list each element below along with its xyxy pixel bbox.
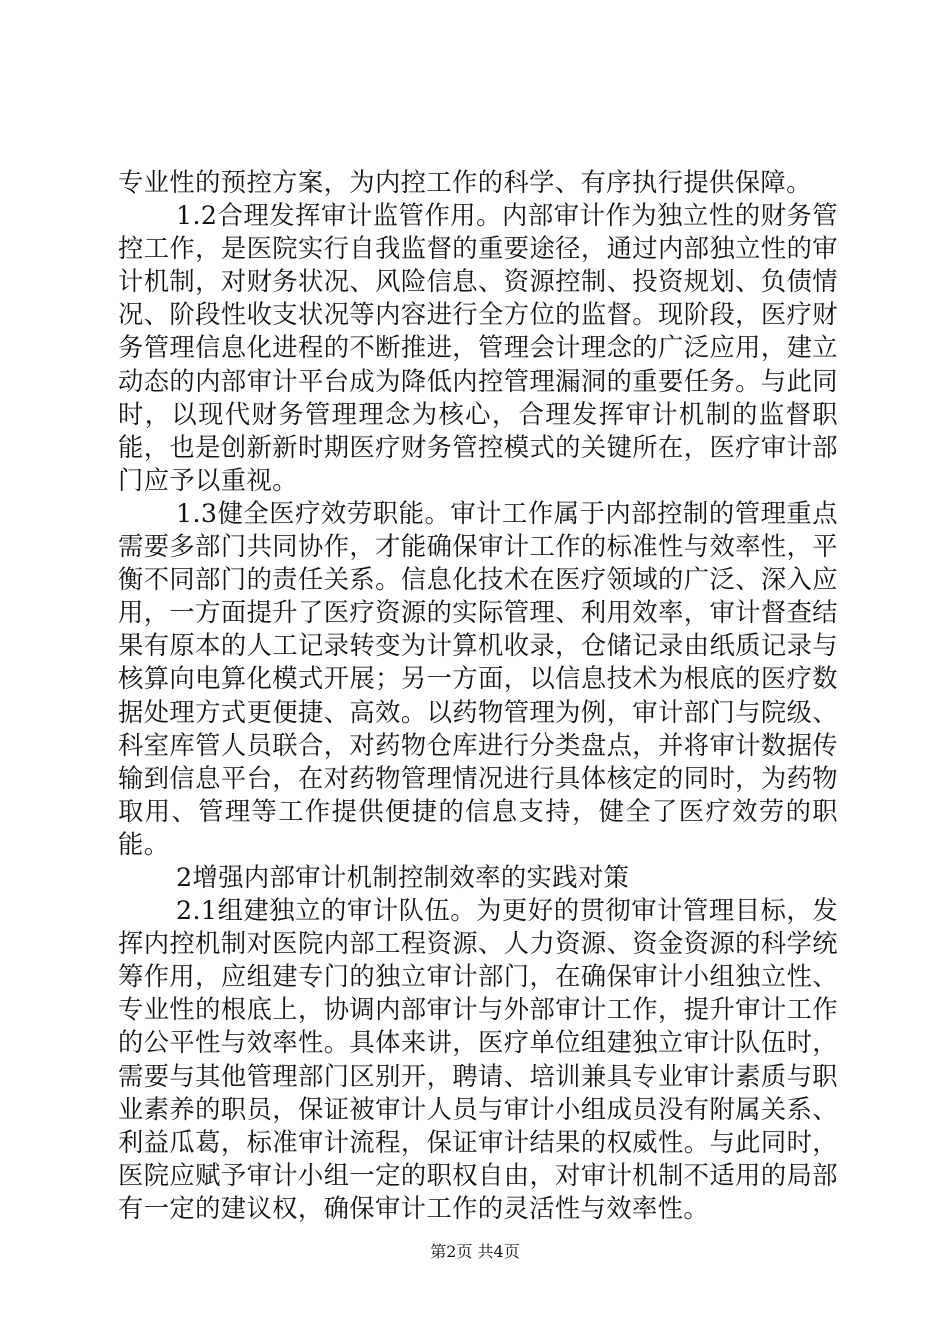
document-body: [118, 166, 838, 1225]
page-footer: 第2页 共4页: [430, 1242, 520, 1261]
paragraph-continuation: 专业性的预控方案，为内控工作的科学、有序执行提供保障。: [118, 168, 812, 197]
section-heading-2: 2增强内部审计机制控制效率的实践对策: [176, 862, 630, 892]
paragraph-2-1: 2.1组建独立的审计队伍。为更好的贯彻审计管理目标，发挥内控机制对医院内部工程资源、人力资源、资金资源的科学统筹作用，应组建专门的独立审计部门，在确保审计小组独立性、专业性的根底上，协调内部审计与外部审计工作，提升审计工作的公平性与效率性。具体来讲，医疗单位组建独立审计队伍时，需要与其他管理部门区别开，聘请、培训兼具专业审计素质与职业素养的职员，保证被审计人员与审计小组成员没有附属关系、利益瓜葛，标准审计流程，保证审计结果的权威性。与此同时，医院应赋予审计小组一定的职权自由，对审计机制不适用的局部有一定的建议权，确保审计工作的灵活性与效率性。: [118, 896, 838, 1223]
paragraph-1-2: 1.2合理发挥审计监管作用。内部审计作为独立性的财务管控工作，是医院实行自我监督的重要途径，通过内部独立性的审计机制，对财务状况、风险信息、资源控制、投资规划、负债情况、阶段性收支状况等内容进行全方位的监督。现阶段，医疗财务管理信息化进程的不断推进，管理会计理念的广泛应用，建立动态的内部审计平台成为降低内控管理漏洞的重要任务。与此同时，以现代财务管理理念为核心，合理发挥审计机制的监督职能，也是创新新时期医疗财务管控模式的关键所在，医疗审计部门应予以重视。: [118, 201, 838, 495]
paragraph-1-3: 1.3健全医疗效劳职能。审计工作属于内部控制的管理重点需要多部门共同协作，才能确保审计工作的标准性与效率性，平衡不同部门的责任关系。信息化技术在医疗领域的广泛、深入应用，一方面提升了医疗资源的实际管理、利用效率，审计督查结果有原本的人工记录转变为计算机收录，仓储记录由纸质记录与核算向电算化模式开展；另一方面，以信息技术为根底的医疗数据处理方式更便捷、高效。以药物管理为例，审计部门与院级、科室库管人员联合，对药物仓库进行分类盘点，并将审计数据传输到信息平台，在对药物管理情况进行具体核定的同时，为药物取用、管理等工作提供便捷的信息支持，健全了医疗效劳的职能。: [118, 498, 838, 859]
